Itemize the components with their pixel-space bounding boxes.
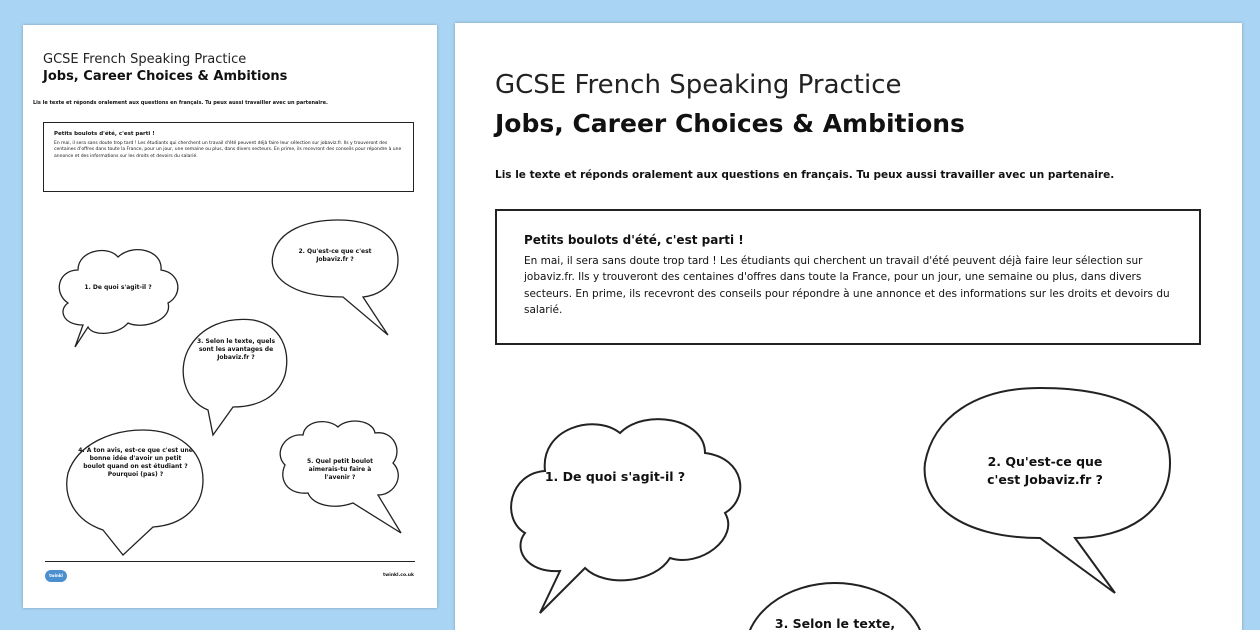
speech-bubble-3 bbox=[183, 319, 287, 435]
footer-divider bbox=[45, 561, 415, 562]
question-1: 1. De quoi s'agit-il ? bbox=[84, 284, 152, 291]
speech-bubbles-large bbox=[455, 23, 1242, 630]
worksheet-instructions: Lis le texte et réponds oralement aux questions en français. Tu peux aussi travailler avec un partenaire. bbox=[33, 100, 328, 106]
worksheet-instructions-large: Lis le texte et réponds oralement aux questions en français. Tu peux aussi travailler avec un partenaire. bbox=[495, 169, 1115, 181]
worksheet-zoomed[interactable] bbox=[455, 23, 1242, 630]
reading-text-title: Petits boulots d'été, c'est parti ! bbox=[54, 131, 155, 137]
reading-text-body-large: En mai, il sera sans doute trop tard ! Les étudiants qui cherchent un travail d'été peuvent déjà faire leur sélection sur jobaviz.fr. Ils y trouveront des centaines d'offres dans toute la France, pour un jour, une semaine ou plus, dans divers secteurs. En prime, ils recevront des conseils pour répondre à une annonce et des informations sur les droits et devoirs du salarié. bbox=[524, 255, 1170, 316]
worksheet-subtitle: GCSE French Speaking Practice bbox=[43, 52, 247, 67]
reading-text-body: En mai, il sera sans doute trop tard ! Les étudiants qui cherchent un travail d'été peuvent déjà faire leur sélection sur jobaviz.fr. Ils y trouveront des centaines d'offres dans toute la France, pour un jour, une semaine ou plus, dans divers secteurs. En prime, ils recevront des conseils pour répondre à une annonce et des informations sur les droits et devoirs du salarié. bbox=[54, 141, 402, 159]
question-3: 3. Selon le texte, quels sont les avantages de Jobaviz.fr ? bbox=[196, 338, 276, 362]
speech-bubbles-small bbox=[23, 25, 437, 608]
speech-bubble-1 bbox=[59, 250, 178, 347]
question-3-large-partial: 3. Selon le texte, bbox=[774, 616, 896, 630]
footer-url: twinkl.co.uk bbox=[383, 573, 414, 578]
reading-text-title-large: Petits boulots d'été, c'est parti ! bbox=[524, 233, 744, 247]
question-2-large: 2. Qu'est-ce que c'est Jobaviz.fr ? bbox=[987, 454, 1103, 487]
worksheet-subtitle-large: GCSE French Speaking Practice bbox=[495, 70, 902, 100]
question-2: 2. Qu'est-ce que c'est Jobaviz.fr ? bbox=[298, 248, 372, 264]
speech-bubble-1-large bbox=[511, 419, 740, 613]
question-1-large: 1. De quoi s'agit-il ? bbox=[544, 469, 686, 484]
question-5: 5. Quel petit boulot aimerais-tu faire à l'avenir ? bbox=[306, 458, 374, 482]
worksheet-title: Jobs, Career Choices & Ambitions bbox=[43, 69, 288, 84]
worksheet-thumbnail[interactable] bbox=[23, 25, 437, 608]
worksheet-title-large: Jobs, Career Choices & Ambitions bbox=[495, 109, 965, 138]
question-4: 4. À ton avis, est-ce que c'est une bonne idée d'avoir un petit boulot quand on est étudiant ? Pourquoi (pas) ? bbox=[78, 447, 193, 479]
speech-bubble-2-large bbox=[925, 388, 1170, 593]
speech-bubble-2 bbox=[272, 220, 398, 335]
twinkl-logo: twinkl bbox=[45, 570, 67, 582]
